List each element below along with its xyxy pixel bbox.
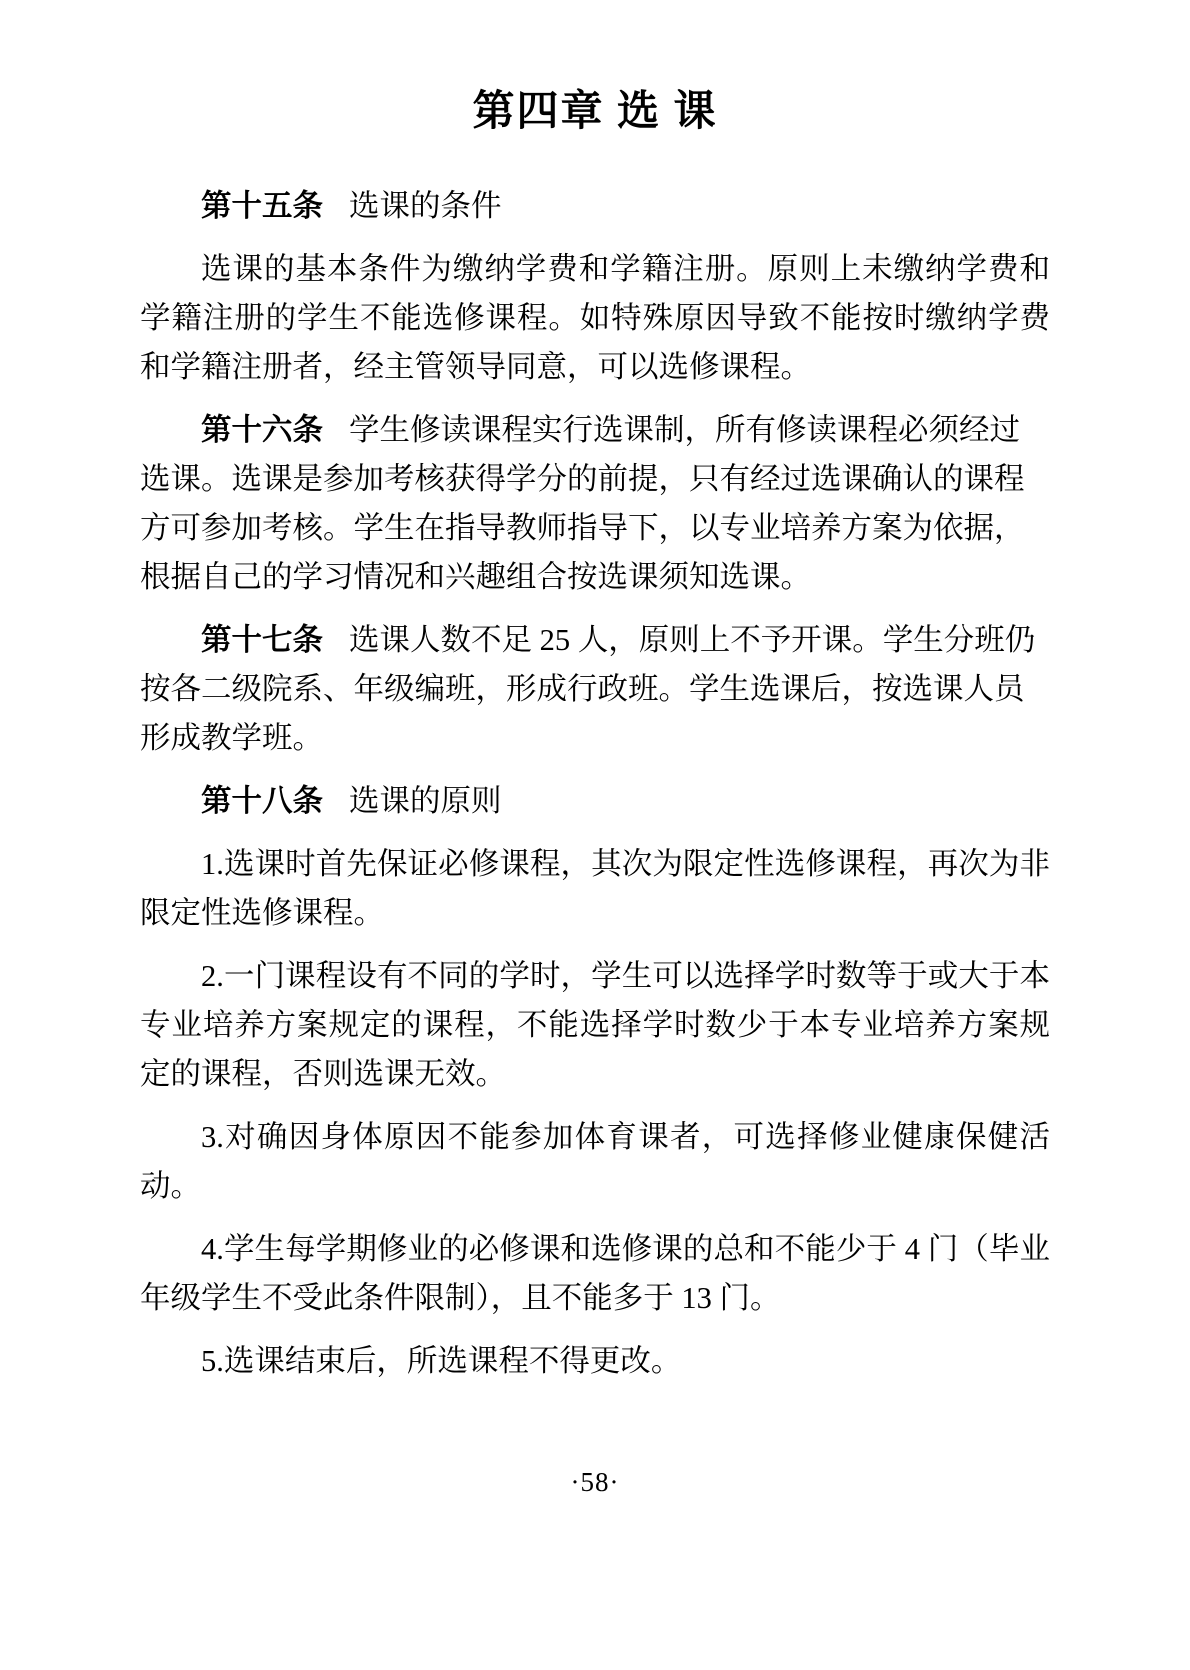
clause-title-18: 选课的原则 (349, 784, 502, 818)
clause-label-15: 第十五条 (201, 189, 323, 223)
document-body (140, 138, 1050, 1386)
clause-18-item-5: 5.选课结束后，所选课程不得更改。 (201, 1344, 682, 1378)
clause-heading-18 (140, 777, 1050, 826)
clause-heading-17 (140, 616, 1050, 763)
clause-18-item-1: 1.选课时首先保证必修课程，其次为限定性选修课程，再次为非限定性选修课程。 (140, 847, 1050, 930)
clause-label-17: 第十七条 (201, 623, 323, 657)
clause-label-18: 第十八条 (201, 784, 323, 818)
clause-15-paragraph-1: 选课的基本条件为缴纳学费和学籍注册。原则上未缴纳学费和学籍注册的学生不能选修课程。如特殊原因导致不能按时缴纳学费和学籍注册者，经主管领导同意，可以选修课程。 (140, 252, 1050, 384)
clause-18-item-3: 3.对确因身体原因不能参加体育课者，可选择修业健康保健活动。 (140, 1120, 1050, 1203)
clause-17-text: 选课人数不足 25 人，原则上不予开课。学生分班仍按各二级院系、年级编班，形成行政班。学生选课后，按选课人员形成教学班。 (140, 623, 1036, 755)
clause-heading-16 (140, 406, 1050, 602)
page-number: ·58· (570, 1467, 620, 1497)
clause-18-item-4: 4.学生每学期修业的必修课和选修课的总和不能少于 4 门（毕业年级学生不受此条件限制），且不能多于 13 门。 (140, 1232, 1050, 1315)
clause-label-16: 第十六条 (201, 413, 323, 447)
clause-18-item-2: 2.一门课程设有不同的学时，学生可以选择学时数等于或大于本专业培养方案规定的课程，不能选择学时数少于本专业培养方案规定的课程，否则选课无效。 (140, 959, 1050, 1091)
clause-heading-15 (140, 182, 1050, 231)
clause-title-15: 选课的条件 (349, 189, 502, 223)
page-title: 第四章 选 课 (472, 89, 718, 135)
clause-16-text: 学生修读课程实行选课制，所有修读课程必须经过选课。选课是参加考核获得学分的前提，只有经过选课确认的课程方可参加考核。学生在指导教师指导下，以专业培养方案为依据，根据自己的学习情况和兴趣组合按选课须知选课。 (140, 413, 1025, 594)
